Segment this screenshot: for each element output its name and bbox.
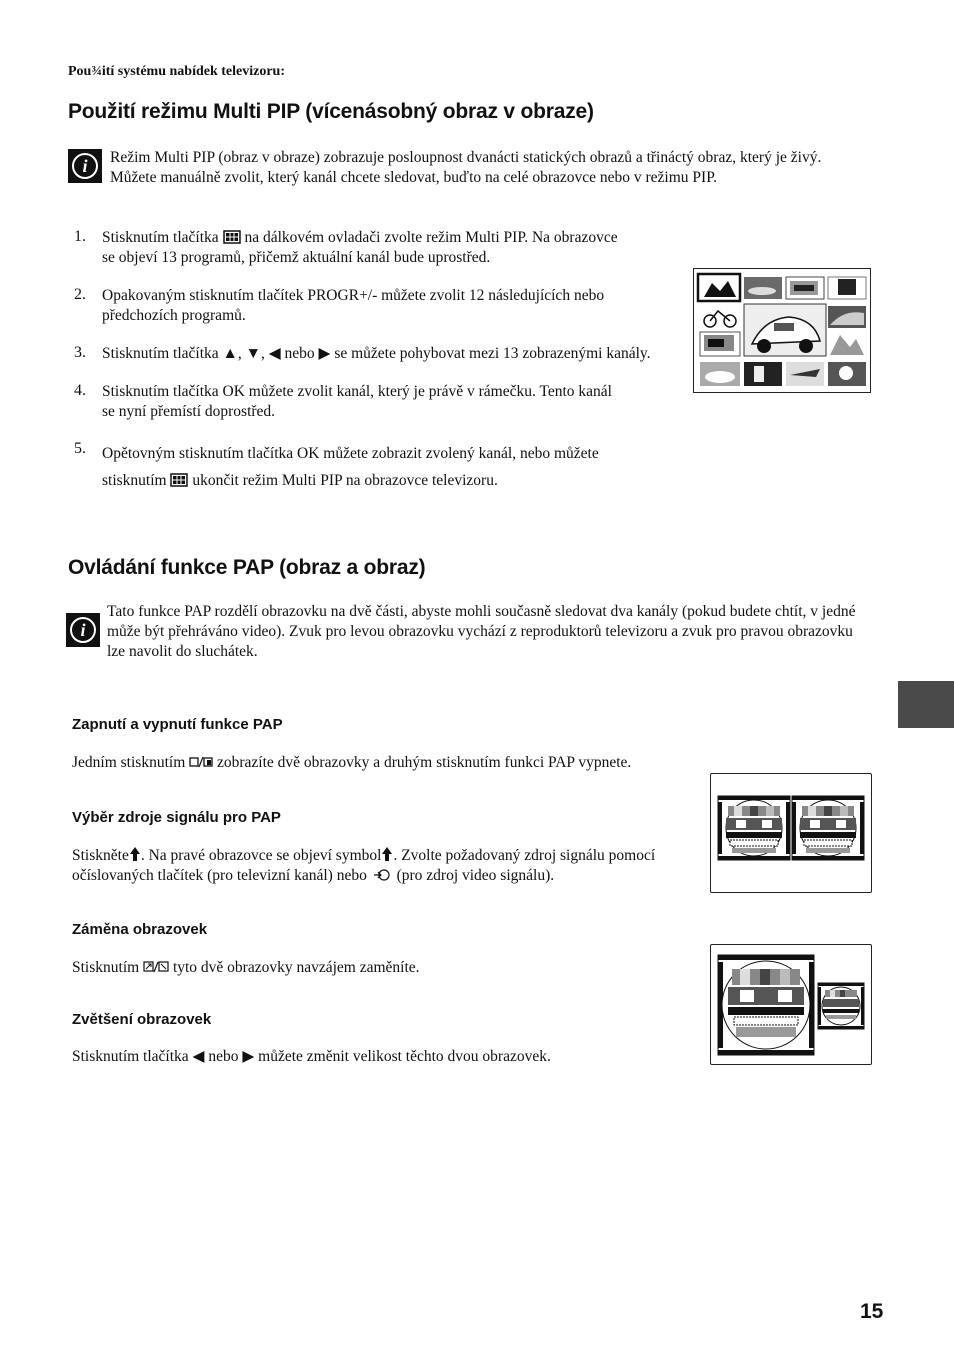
up-arrow-icon bbox=[381, 846, 393, 862]
multi-pip-grid-image bbox=[694, 269, 870, 392]
test-pattern-left bbox=[718, 796, 790, 860]
running-header: Pou¾ití systému nabídek televizoru: bbox=[68, 64, 285, 79]
page-number: 15 bbox=[860, 1300, 884, 1323]
video-input-icon bbox=[371, 868, 393, 882]
section-title-multi-pip: Použití režimu Multi PIP (vícenásobný obraz v obraze) bbox=[68, 100, 594, 123]
info-text-multi-pip: Režim Multi PIP (obraz v obraze) zobrazuje posloupnost dvanácti statických obrazů a třináctý obraz, který je živý. Můžete manuálně zvolit, který kanál chcete sledovat, buďto na celé obrazovce nebo v režimu PIP. bbox=[110, 149, 822, 186]
info-icon: i bbox=[68, 149, 102, 183]
pap-on-off-text: Jedním stisknutím zobrazíte dvě obrazovky a druhým stisknutím funkci PAP vypnete. bbox=[72, 754, 632, 771]
pap-resized-screens-illustration bbox=[710, 944, 872, 1065]
pap-two-screens-illustration bbox=[710, 773, 872, 893]
info-text-pap: Tato funkce PAP rozdělí obrazovku na dvě části, abyste mohli současně sledovat dva kanály (pokud budete chtít, v jedné může být přehráváno video). Zvuk pro levou obrazovku vychází z reproduktorů televizoru a zvuk pro pravou obrazovku lze navolit do sluchátek. bbox=[107, 603, 856, 660]
pap-source-text: Stiskněte . Na pravé obrazovce se objeví symbol . Zvolte požadovaný zdroj signálu pomocí očíslovaných tlačítek (pro televizní kanál) nebo (pro zdroj video signálu). bbox=[72, 847, 656, 884]
subheading-swap-screens: Záměna obrazovek bbox=[72, 921, 208, 938]
up-arrow-icon bbox=[129, 846, 141, 862]
info-icon: i bbox=[66, 613, 100, 647]
section-title-pap: Ovládání funkce PAP (obraz a obraz) bbox=[68, 556, 426, 579]
multi-pip-illustration bbox=[693, 268, 871, 393]
chapter-side-tab bbox=[898, 681, 954, 728]
multi-pip-button-icon bbox=[223, 230, 241, 244]
pap-equal-screens-image bbox=[711, 774, 871, 892]
swap-button-icon bbox=[143, 960, 169, 974]
multi-pip-button-icon bbox=[170, 473, 188, 487]
resize-screens-text: Stisknutím tlačítka ◀ nebo ▶ můžete změnit velikost těchto dvou obrazovek. bbox=[72, 1048, 551, 1065]
subheading-pap-source: Výběr zdroje signálu pro PAP bbox=[72, 809, 281, 826]
pap-resized-screens-image bbox=[711, 945, 871, 1064]
swap-screens-text: Stisknutím tyto dvě obrazovky navzájem zaměníte. bbox=[72, 959, 420, 976]
subheading-resize-screens: Zvětšení obrazovek bbox=[72, 1011, 212, 1028]
subheading-pap-on-off: Zapnutí a vypnutí funkce PAP bbox=[72, 716, 283, 733]
test-pattern-small bbox=[818, 983, 864, 1029]
pap-button-icon bbox=[189, 755, 213, 769]
test-pattern-large bbox=[718, 955, 814, 1055]
test-pattern-right bbox=[792, 796, 864, 860]
